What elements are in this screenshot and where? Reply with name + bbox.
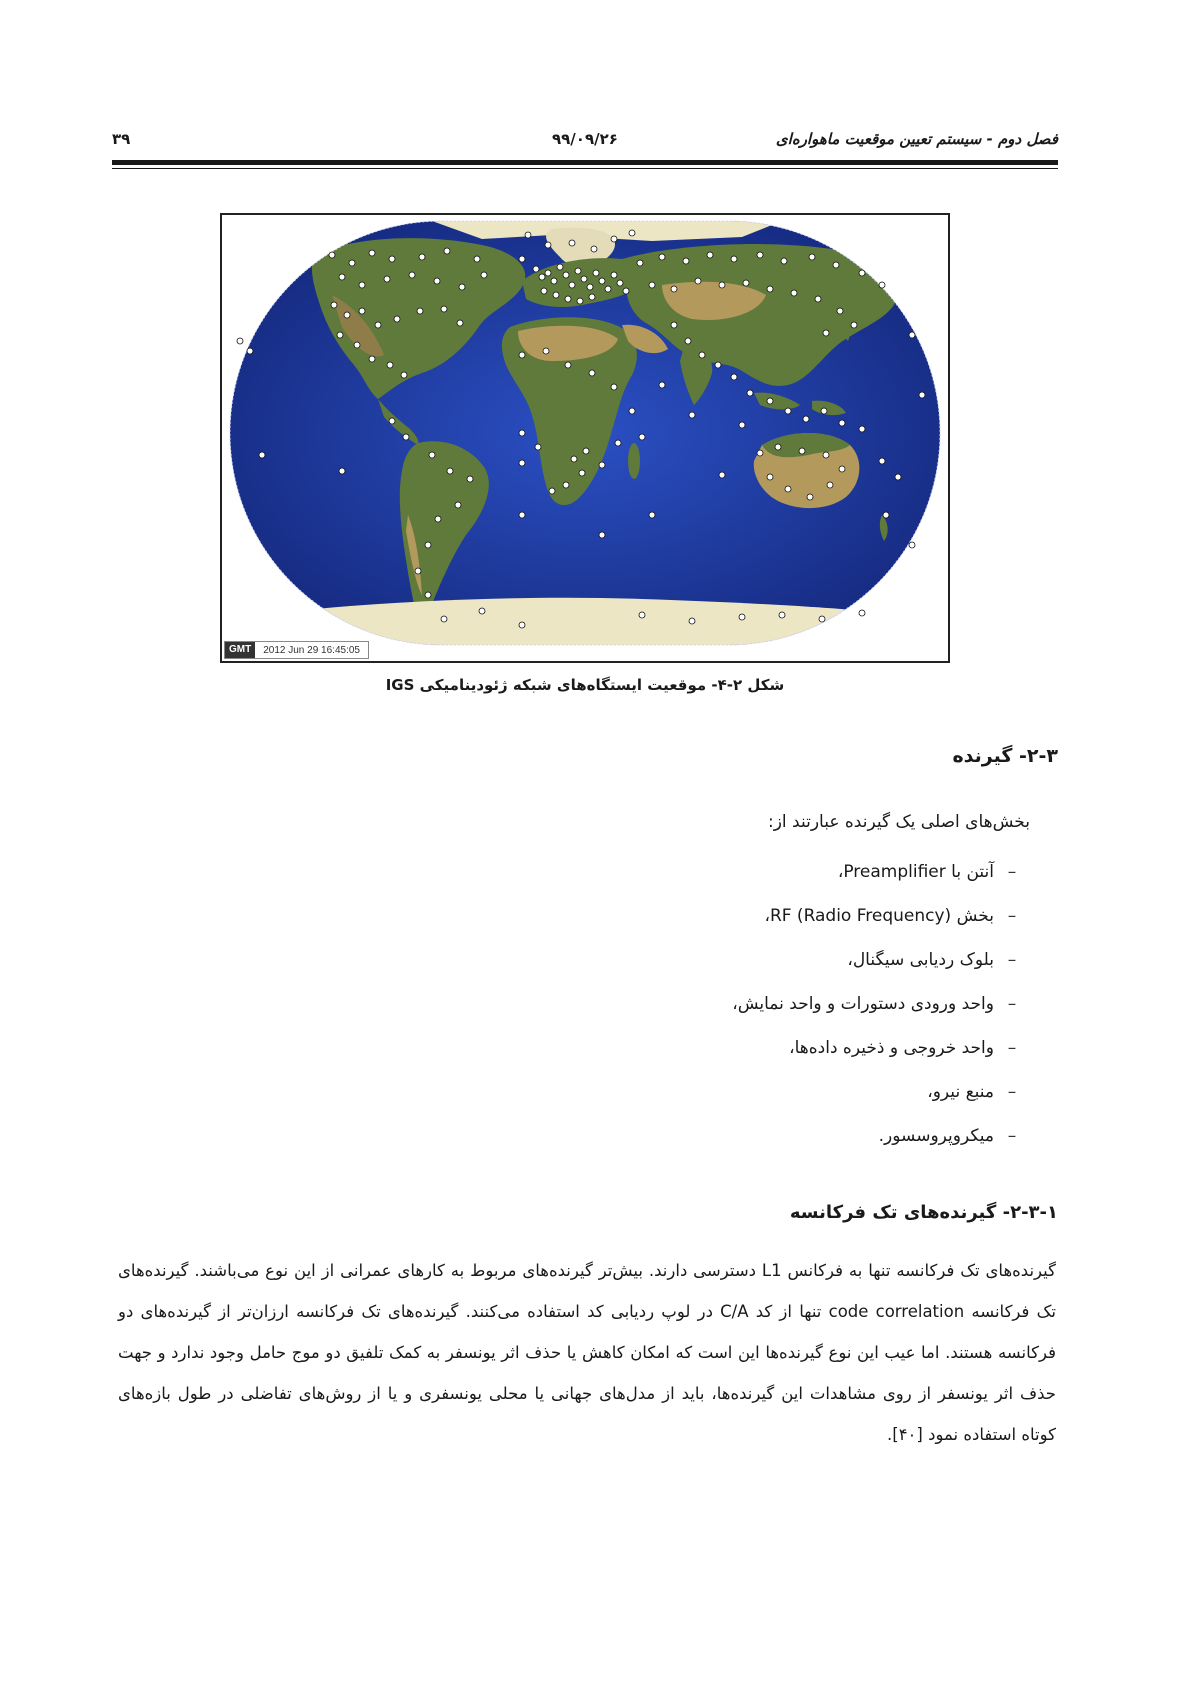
section-heading: ۲-۳- گیرنده: [952, 745, 1058, 767]
station-marker: [731, 374, 737, 380]
station-marker: [743, 280, 749, 286]
station-marker: [375, 322, 381, 328]
station-marker: [731, 256, 737, 262]
station-marker: [441, 306, 447, 312]
station-marker: [879, 282, 885, 288]
station-marker: [369, 356, 375, 362]
station-marker: [409, 272, 415, 278]
station-marker: [359, 282, 365, 288]
station-marker: [447, 468, 453, 474]
station-marker: [525, 232, 531, 238]
dash-bullet-icon: –: [1007, 950, 1017, 970]
station-marker: [715, 362, 721, 368]
station-marker: [909, 542, 915, 548]
station-marker: [781, 258, 787, 264]
station-marker: [589, 370, 595, 376]
station-marker: [457, 320, 463, 326]
station-marker: [394, 316, 400, 322]
list-item-text: آنتن با Preamplifier،: [837, 862, 994, 882]
station-marker: [565, 296, 571, 302]
station-marker: [571, 456, 577, 462]
station-marker: [444, 248, 450, 254]
station-marker: [519, 430, 525, 436]
station-marker: [563, 482, 569, 488]
station-marker: [659, 382, 665, 388]
station-marker: [839, 466, 845, 472]
station-marker: [519, 512, 525, 518]
station-marker: [441, 616, 447, 622]
station-marker: [344, 312, 350, 318]
station-marker: [387, 362, 393, 368]
station-marker: [739, 614, 745, 620]
station-marker: [799, 448, 805, 454]
dash-bullet-icon: –: [1007, 906, 1017, 926]
station-marker: [823, 330, 829, 336]
station-marker: [481, 272, 487, 278]
station-marker: [435, 516, 441, 522]
station-marker: [611, 236, 617, 242]
running-header: [112, 120, 1058, 160]
station-marker: [689, 412, 695, 418]
station-marker: [429, 452, 435, 458]
station-marker: [807, 494, 813, 500]
station-marker: [739, 422, 745, 428]
station-marker: [671, 322, 677, 328]
station-marker: [425, 592, 431, 598]
station-marker: [623, 288, 629, 294]
station-marker: [833, 262, 839, 268]
station-marker: [591, 246, 597, 252]
station-marker: [685, 338, 691, 344]
station-marker: [575, 268, 581, 274]
station-marker: [719, 472, 725, 478]
station-marker: [599, 278, 605, 284]
station-marker: [479, 608, 485, 614]
station-marker: [637, 260, 643, 266]
station-marker: [569, 240, 575, 246]
station-marker: [671, 286, 677, 292]
station-marker: [553, 292, 559, 298]
station-marker: [909, 332, 915, 338]
station-marker: [615, 440, 621, 446]
station-marker: [543, 348, 549, 354]
station-marker: [649, 282, 655, 288]
world-map-figure: [220, 213, 950, 663]
station-marker: [819, 616, 825, 622]
figure-caption: شکل ۲-۴- موقعیت ایستگاه‌های شبکه ژئودینامیکی IGS: [385, 676, 785, 694]
station-marker: [883, 512, 889, 518]
station-marker: [331, 302, 337, 308]
station-marker: [689, 618, 695, 624]
header-rule: [112, 160, 1058, 165]
station-marker: [474, 256, 480, 262]
station-marker: [455, 502, 461, 508]
list-item-text: واحد خروجی و ذخیره داده‌ها،: [789, 1038, 994, 1058]
station-marker: [649, 512, 655, 518]
station-marker: [337, 332, 343, 338]
station-marker: [519, 352, 525, 358]
station-marker: [417, 308, 423, 314]
station-marker: [611, 272, 617, 278]
station-marker: [535, 444, 541, 450]
station-marker: [259, 452, 265, 458]
station-marker: [519, 622, 525, 628]
station-marker: [757, 252, 763, 258]
station-marker: [467, 476, 473, 482]
gmt-logo: GMT: [225, 642, 255, 658]
list-item-text: واحد ورودی دستورات و واحد نمایش،: [732, 994, 994, 1014]
station-marker: [237, 338, 243, 344]
station-marker: [699, 352, 705, 358]
chapter-title: فصل دوم - سیستم تعیین موقعیت ماهواره‌ای: [775, 130, 1058, 148]
station-marker: [415, 568, 421, 574]
station-marker: [369, 250, 375, 256]
subsection-heading: ۲-۳-۱- گیرنده‌های تک فرکانسه: [789, 1202, 1058, 1223]
dash-bullet-icon: –: [1007, 1126, 1017, 1146]
list-item: [330, 1122, 1030, 1166]
body-paragraph: گیرنده‌های تک فرکانسه تنها به فرکانس L1 دسترسی دارند. بیش‌تر گیرنده‌های مربوط به کارهای عمرانی از این نوع می‌باشند. گیرنده‌های تک فرکانسه code correlation تنها از کد C/A در لوپ ردیابی کد استفاده می‌کنند. گیرنده‌های تک فرکانسه ارزان‌تر از گیرنده‌های دو فرکانسه هستند. اما عیب این نوع گیرنده‌ها این است که امکان کاهش یا حذف اثر یونسفر به کمک تلفیق دو موج حامل وجود ندارد و جهت حذف اثر یونسفر از روی مشاهدات این گیرنده‌ها، باید از مدل‌های جهانی یا محلی یونسفری و یا از روش‌های تفاضلی در طول بازه‌های کوتاه استفاده نمود [۴۰].: [118, 1261, 1056, 1444]
station-marker: [389, 256, 395, 262]
station-marker: [695, 278, 701, 284]
station-marker: [339, 468, 345, 474]
station-marker: [549, 488, 555, 494]
station-marker: [539, 274, 545, 280]
station-marker: [823, 452, 829, 458]
station-marker: [683, 258, 689, 264]
dash-bullet-icon: –: [1007, 1038, 1017, 1058]
station-marker: [533, 266, 539, 272]
station-marker: [859, 426, 865, 432]
list-item: [330, 946, 1030, 990]
station-marker: [577, 298, 583, 304]
station-marker: [827, 482, 833, 488]
station-marker: [563, 272, 569, 278]
list-item: [330, 902, 1030, 946]
station-marker: [785, 486, 791, 492]
station-marker: [785, 408, 791, 414]
gmt-timestamp: [224, 641, 369, 659]
dash-bullet-icon: –: [1007, 862, 1017, 882]
station-marker: [775, 444, 781, 450]
list-item: [330, 990, 1030, 1034]
station-marker: [519, 460, 525, 466]
station-marker: [859, 270, 865, 276]
station-marker: [599, 462, 605, 468]
station-marker: [349, 260, 355, 266]
station-marker: [837, 308, 843, 314]
station-marker: [541, 288, 547, 294]
station-marker: [589, 294, 595, 300]
dash-bullet-icon: –: [1007, 994, 1017, 1014]
station-marker: [583, 448, 589, 454]
station-marker: [879, 458, 885, 464]
station-marker: [569, 282, 575, 288]
station-marker: [403, 434, 409, 440]
page-number: ۳۹: [112, 130, 131, 148]
station-marker: [519, 256, 525, 262]
station-marker: [545, 270, 551, 276]
station-marker: [617, 280, 623, 286]
station-marker: [401, 372, 407, 378]
header-date: ۹۹/۰۹/۲۶: [552, 130, 618, 148]
station-marker: [919, 392, 925, 398]
station-marker: [895, 474, 901, 480]
station-marker: [809, 254, 815, 260]
station-marker: [359, 308, 365, 314]
station-marker: [599, 532, 605, 538]
station-marker: [587, 284, 593, 290]
list-item-text: میکروپروسسور.: [878, 1126, 994, 1146]
station-marker: [629, 230, 635, 236]
station-marker: [419, 254, 425, 260]
station-marker: [425, 542, 431, 548]
station-marker: [557, 264, 563, 270]
station-marker: [389, 418, 395, 424]
station-marker: [791, 290, 797, 296]
station-marker: [639, 612, 645, 618]
station-marker: [247, 348, 253, 354]
section-intro: بخش‌های اصلی یک گیرنده عبارتند از:: [767, 812, 1030, 832]
station-marker: [803, 416, 809, 422]
station-marker: [639, 434, 645, 440]
station-marker: [707, 252, 713, 258]
station-marker: [339, 274, 345, 280]
station-marker: [384, 276, 390, 282]
station-marker: [551, 278, 557, 284]
station-marker: [767, 398, 773, 404]
station-marker: [329, 252, 335, 258]
station-marker: [767, 474, 773, 480]
station-marker: [815, 296, 821, 302]
gmt-time: 2012 Jun 29 16:45:05: [263, 644, 360, 656]
station-marker: [839, 420, 845, 426]
station-marker: [747, 390, 753, 396]
igs-station-map: [222, 215, 948, 661]
station-marker: [821, 408, 827, 414]
station-marker: [779, 612, 785, 618]
station-marker: [611, 384, 617, 390]
station-marker: [629, 408, 635, 414]
component-list: [330, 858, 1030, 1166]
station-marker: [581, 276, 587, 282]
station-marker: [605, 286, 611, 292]
list-item: [330, 1078, 1030, 1122]
station-marker: [859, 610, 865, 616]
header-rule-thin: [112, 168, 1058, 169]
station-marker: [565, 362, 571, 368]
station-marker: [593, 270, 599, 276]
list-item-text: منبع نیرو،: [927, 1082, 994, 1102]
station-marker: [659, 254, 665, 260]
station-marker: [579, 470, 585, 476]
station-marker: [434, 278, 440, 284]
station-marker: [851, 322, 857, 328]
list-item: [330, 1034, 1030, 1078]
list-item: [330, 858, 1030, 902]
station-marker: [757, 450, 763, 456]
list-item-text: بلوک ردیابی سیگنال،: [847, 950, 994, 970]
station-marker: [545, 242, 551, 248]
list-item-text: بخش RF (Radio Frequency)،: [764, 906, 994, 926]
dash-bullet-icon: –: [1007, 1082, 1017, 1102]
station-marker: [354, 342, 360, 348]
station-marker: [719, 282, 725, 288]
station-marker: [767, 286, 773, 292]
station-marker: [459, 284, 465, 290]
